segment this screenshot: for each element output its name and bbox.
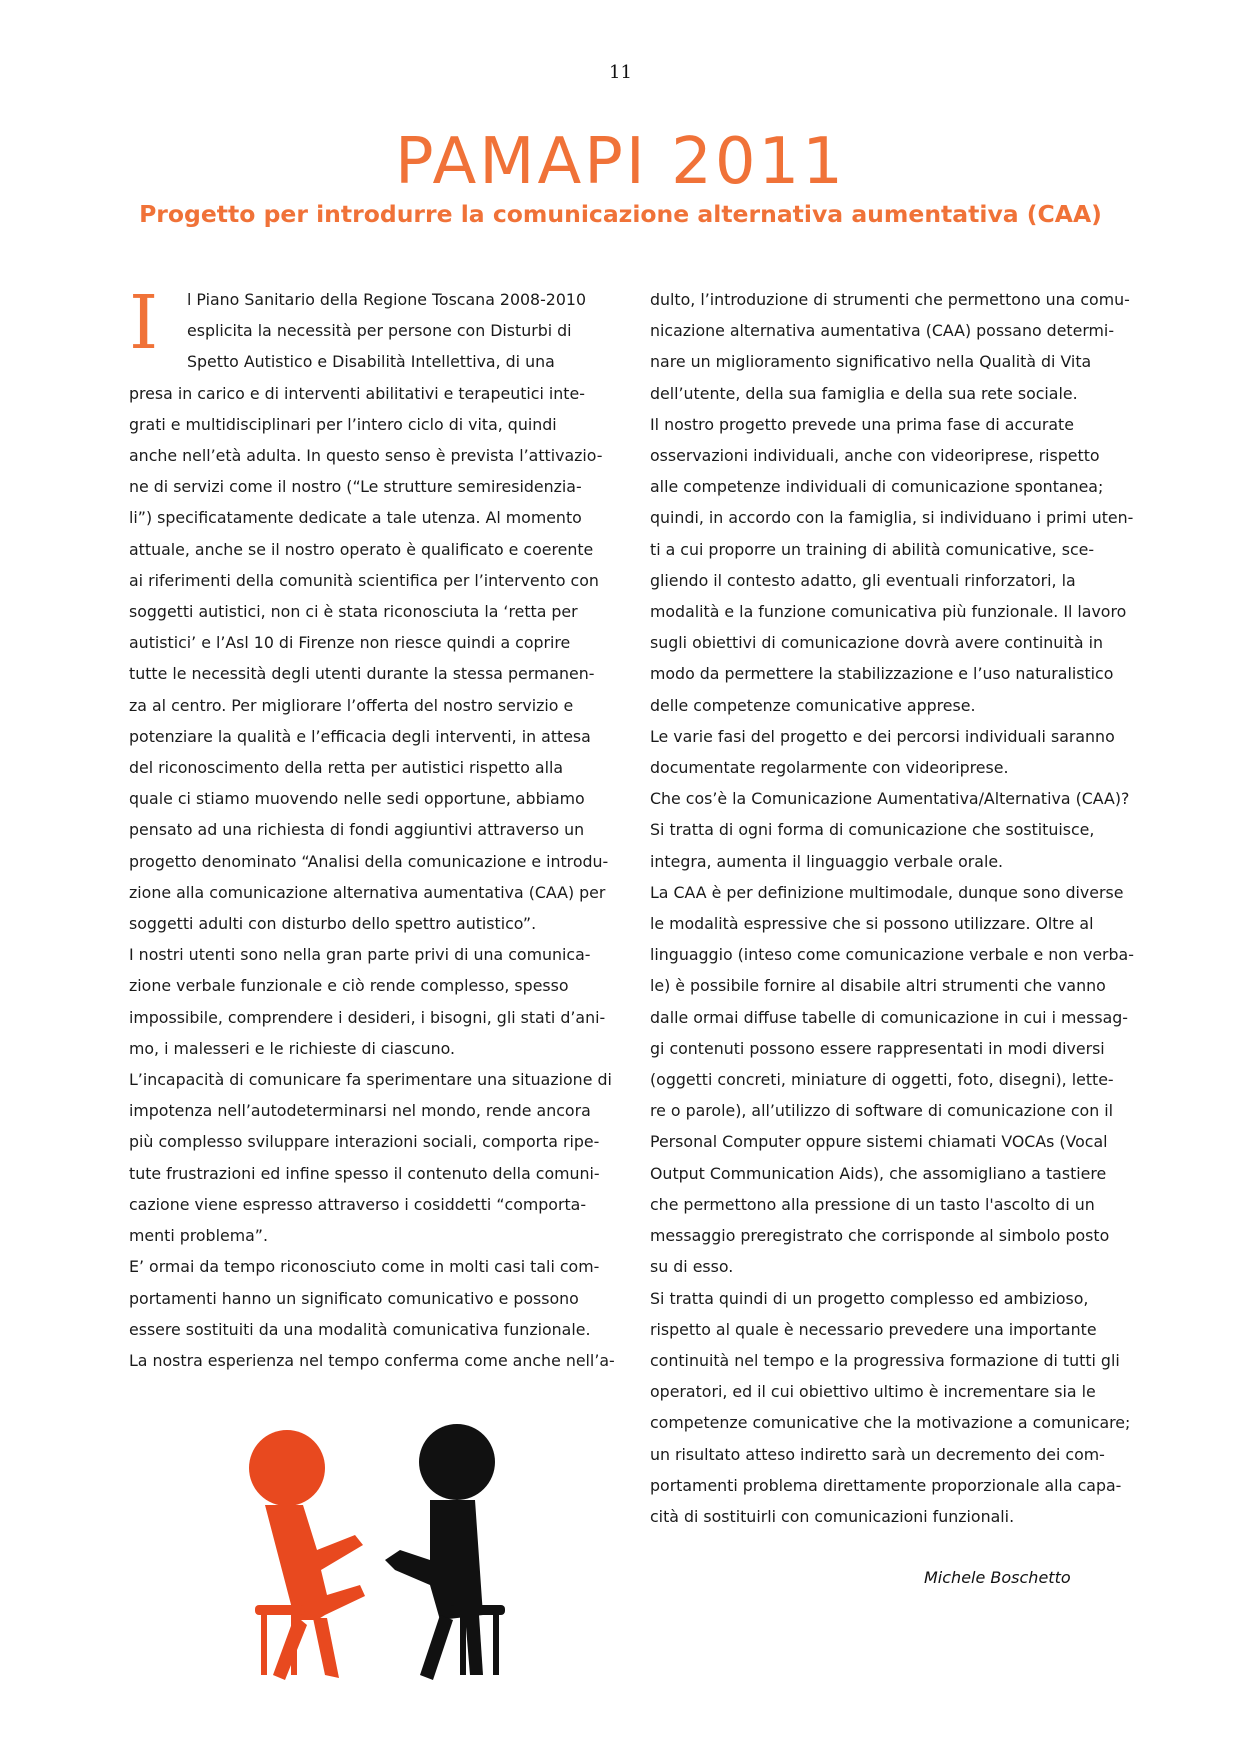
text-line: alle competenze individuali di comunicazione spontanea; [650, 477, 1104, 497]
text-line: za al centro. Per migliorare l’offerta del nostro servizio e [129, 695, 574, 715]
text-line: re o parole), all’utilizzo di software di comunicazione con il [650, 1101, 1114, 1121]
text-line: La CAA è per definizione multimodale, dunque sono diverse [650, 882, 1124, 902]
black-figure [385, 1424, 505, 1680]
text-line: Spetto Autistico e Disabilità Intellettiva, di una [187, 352, 555, 372]
intro-lines [129, 280, 629, 378]
text-line: impotenza nell’autodeterminarsi nel mondo, rende ancora [129, 1101, 591, 1121]
page-number: 11 [609, 62, 632, 83]
text-line: modalità e la funzione comunicativa più funzionale. Il lavoro [650, 602, 1127, 622]
text-line: anche nell’età adulta. In questo senso è prevista l’attivazio- [129, 446, 603, 466]
text-line: competenze comunicative che la motivazione a comunicare; [650, 1413, 1131, 1433]
text-line: soggetti adulti con disturbo dello spettro autistico”. [129, 914, 537, 934]
text-line: ne di servizi come il nostro (“Le strutture semiresidenzia- [129, 477, 582, 497]
text-line: operatori, ed il cui obiettivo ultimo è incrementare sia le [650, 1382, 1096, 1402]
text-line: Il nostro progetto prevede una prima fase di accurate [650, 414, 1074, 434]
text-line: pensato ad una richiesta di fondi aggiuntivi attraverso un [129, 820, 585, 840]
text-line: continuità nel tempo e la progressiva formazione di tutti gli [650, 1350, 1120, 1370]
text-line: Le varie fasi del progetto e dei percorsi individuali saranno [650, 726, 1115, 746]
drop-cap: I [129, 280, 159, 366]
text-line: Si tratta quindi di un progetto complesso ed ambizioso, [650, 1288, 1089, 1308]
text-line: le) è possibile fornire al disabile altri strumenti che vanno [650, 976, 1106, 996]
text-line: delle competenze comunicative apprese. [650, 695, 976, 715]
text-line: essere sostituiti da una modalità comunicativa funzionale. [129, 1319, 591, 1339]
text-line: cazione viene espresso attraverso i cosiddetti “comporta- [129, 1194, 587, 1214]
text-line: modo da permettere la stabilizzazione e l’uso naturalistico [650, 664, 1114, 684]
text-line: attuale, anche se il nostro operato è qualificato e coerente [129, 539, 594, 559]
text-line: progetto denominato “Analisi della comunicazione e introdu- [129, 851, 609, 871]
text-line: integra, aumenta il linguaggio verbale orale. [650, 851, 1004, 871]
text-line: autistici’ e l’Asl 10 di Firenze non riesce quindi a coprire [129, 633, 571, 653]
text-line: nicazione alternativa aumentativa (CAA) possano determi- [650, 321, 1115, 341]
text-line: Che cos’è la Comunicazione Aumentativa/Alternativa (CAA)? [650, 789, 1130, 809]
text-line: grati e multidisciplinari per l’intero ciclo di vita, quindi [129, 414, 557, 434]
text-line: osservazioni individuali, anche con videoriprese, rispetto [650, 446, 1100, 466]
text-line: dulto, l’introduzione di strumenti che permettono una comu- [650, 290, 1130, 309]
text-line: sugli obiettivi di comunicazione dovrà avere continuità in [650, 633, 1103, 653]
text-line: documentate regolarmente con videoriprese. [650, 758, 1009, 778]
text-line: (oggetti concreti, miniature di oggetti, foto, disegni), lette- [650, 1070, 1114, 1090]
text-line: Personal Computer oppure sistemi chiamati VOCAs (Vocal [650, 1132, 1108, 1152]
text-line: quindi, in accordo con la famiglia, si individuano i primi uten- [650, 508, 1134, 528]
text-line: le modalità espressive che si possono utilizzare. Oltre al [650, 914, 1094, 934]
text-line: La nostra esperienza nel tempo conferma come anche nell’a- [129, 1350, 615, 1370]
text-line: Si tratta di ogni forma di comunicazione che sostituisce, [650, 820, 1095, 840]
text-line: più complesso sviluppare interazioni sociali, comporta ripe- [129, 1132, 600, 1152]
text-line: su di esso. [650, 1257, 734, 1277]
text-line: mo, i malesseri e le richieste di ciascuno. [129, 1038, 456, 1058]
text-line: impossibile, comprendere i desideri, i bisogni, gli stati d’ani- [129, 1007, 606, 1027]
text-line: menti problema”. [129, 1226, 268, 1246]
right-column [650, 284, 1154, 1532]
text-line: zione alla comunicazione alternativa aumentativa (CAA) per [129, 882, 606, 902]
text-line: cità di sostituirli con comunicazioni funzionali. [650, 1506, 1015, 1526]
text-line: soggetti autistici, non ci è stata riconosciuta la ‘retta per [129, 602, 578, 622]
text-line: ai riferimenti della comunità scientifica per l’intervento con [129, 570, 599, 590]
text-line: ti a cui proporre un training di abilità comunicative, sce- [650, 539, 1095, 559]
text-line: presa in carico e di interventi abilitativi e terapeutici inte- [129, 383, 585, 403]
text-line: del riconoscimento della retta per autistici rispetto alla [129, 758, 564, 778]
text-line: zione verbale funzionale e ciò rende complesso, spesso [129, 976, 569, 996]
red-figure [249, 1430, 365, 1680]
text-line: l Piano Sanitario della Regione Toscana 2008-2010 [187, 290, 586, 309]
text-line: portamenti hanno un significato comunicativo e possono [129, 1288, 579, 1308]
signature: Michele Boschetto [924, 1568, 1071, 1587]
page-title: PAMAPI 2011 [395, 125, 846, 199]
text-line: che permettono alla pressione di un tasto l'ascolto di un [650, 1194, 1095, 1214]
text-line: L’incapacità di comunicare fa sperimentare una situazione di [129, 1070, 612, 1090]
page-subtitle: Progetto per introdurre la comunicazione alternativa aumentativa (CAA) [139, 200, 1102, 228]
text-line: linguaggio (inteso come comunicazione verbale e non verba- [650, 945, 1134, 965]
text-line: gliendo il contesto adatto, gli eventuali rinforzatori, la [650, 570, 1076, 590]
text-line: li”) specificatamente dedicate a tale utenza. Al momento [129, 508, 582, 528]
left-body-lines [129, 378, 629, 1377]
text-line: rispetto al quale è necessario prevedere una importante [650, 1319, 1097, 1339]
text-line: potenziare la qualità e l’efficacia degli interventi, in attesa [129, 726, 591, 746]
text-line: esplicita la necessità per persone con Disturbi di [187, 321, 572, 341]
text-line: dell’utente, della sua famiglia e della sua rete sociale. [650, 383, 1078, 403]
text-line: E’ ormai da tempo riconosciuto come in molti casi tali com- [129, 1257, 600, 1277]
text-line: dalle ormai diffuse tabelle di comunicazione in cui i messag- [650, 1007, 1128, 1027]
text-line: messaggio preregistrato che corrisponde al simbolo posto [650, 1226, 1110, 1246]
two-figures-communicating-icon [225, 1420, 525, 1690]
right-body-lines [650, 284, 1154, 1532]
left-column [129, 280, 629, 1376]
text-line: tutte le necessità degli utenti durante la stessa permanen- [129, 664, 595, 684]
text-line: nare un miglioramento significativo nella Qualità di Vita [650, 352, 1092, 372]
text-line: quale ci stiamo muovendo nelle sedi opportune, abbiamo [129, 789, 585, 809]
text-line: portamenti problema direttamente proporzionale alla capa- [650, 1475, 1122, 1495]
text-line: un risultato atteso indiretto sarà un decremento dei com- [650, 1444, 1105, 1464]
text-line: I nostri utenti sono nella gran parte privi di una comunica- [129, 945, 591, 965]
text-line: Output Communication Aids), che assomigliano a tastiere [650, 1163, 1107, 1183]
text-line: tute frustrazioni ed infine spesso il contenuto della comuni- [129, 1163, 600, 1183]
text-line: gi contenuti possono essere rappresentati in modi diversi [650, 1038, 1105, 1058]
